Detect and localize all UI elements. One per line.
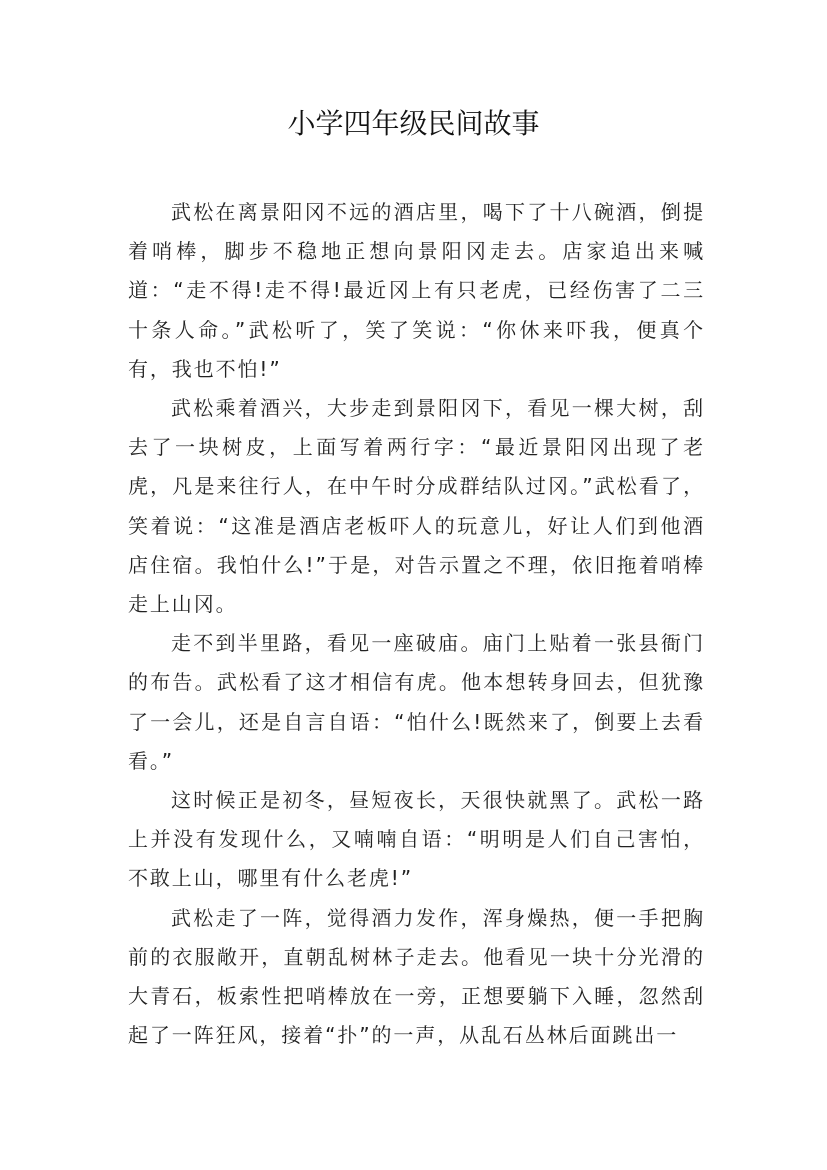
paragraph: 武松乘着酒兴，大步走到景阳冈下，看见一棵大树，刮去了一块树皮，上面写着两行字：“最近景阳冈出现了老虎，凡是来往行人，在中午时分成群结队过冈。”武松看了，笑着说：“这准是酒店老板吓人的玩意儿，好让人们到他酒店住宿。我怕什么!”于是，对告示置之不理，依旧拖着哨棒走上山冈。 (128, 396, 705, 617)
document-body (128, 193, 705, 1055)
paragraph: 武松走了一阵，觉得酒力发作，浑身燥热，便一手把胸前的衣服敞开，直朝乱树林子走去。他看见一块十分光滑的大青石，板索性把哨棒放在一旁，正想要躺下入睡，忽然刮起了一阵狂风，接着“扑”的一声，从乱石丛林后面跳出一 (128, 905, 705, 1048)
paragraph: 这时候正是初冬，昼短夜长，天很快就黑了。武松一路上并没有发现什么，又喃喃自语：“明明是人们自己害怕，不敢上山，哪里有什么老虎!” (128, 788, 705, 891)
paragraph: 武松在离景阳冈不远的酒店里，喝下了十八碗酒，倒提着哨棒，脚步不稳地正想向景阳冈走去。店家追出来喊道：“走不得!走不得!最近冈上有只老虎，已经伤害了二三十条人命。”武松听了，笑了笑说：“你休来吓我，便真个有，我也不怕!” (128, 200, 705, 381)
document-title: 小学四年级民间故事 (287, 107, 540, 140)
paragraph: 走不到半里路，看见一座破庙。庙门上贴着一张县衙门的布告。武松看了这才相信有虎。他本想转身回去，但犹豫了一会儿，还是自言自语：“怕什么!既然来了，倒要上去看看。” (128, 631, 705, 773)
